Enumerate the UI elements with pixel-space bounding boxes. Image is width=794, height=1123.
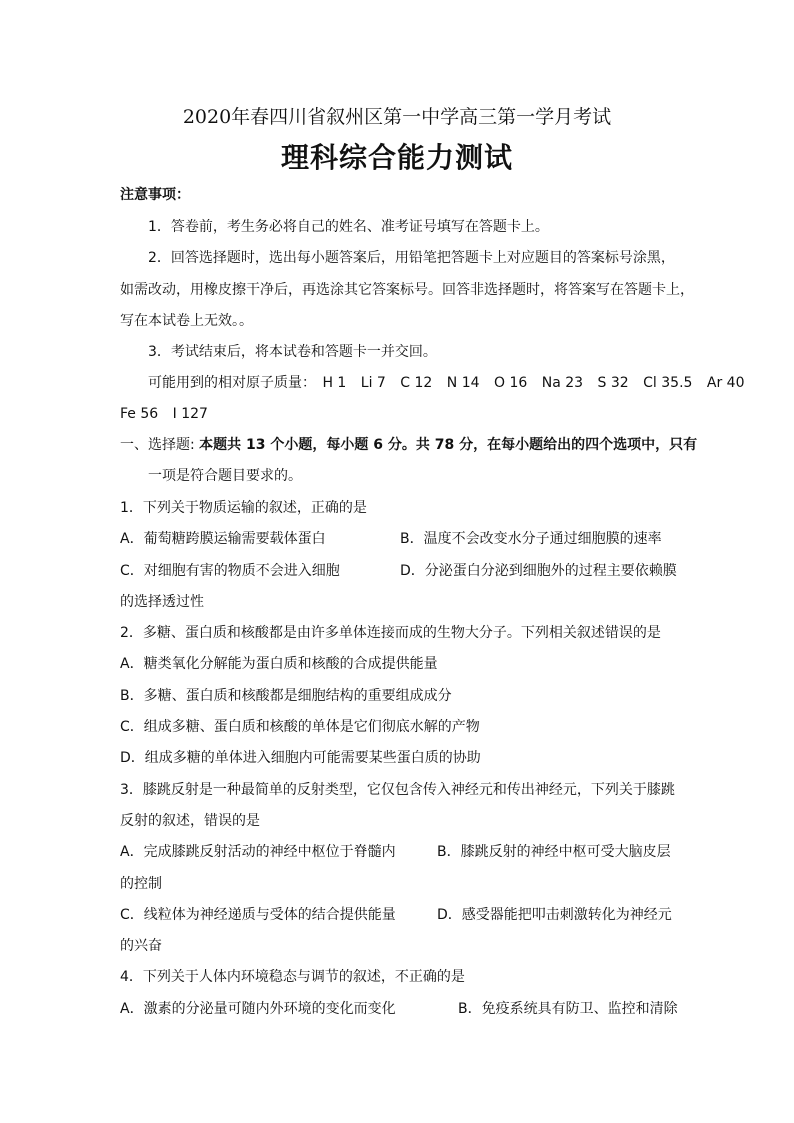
note-item-2-line-1: 2．回答选择题时，选出每小题答案后，用铅笔把答题卡上对应题目的答案标号涂黑， <box>148 250 675 266</box>
exam-title: 2020年春四川省叙州区第一中学高三第一学月考试 <box>182 106 612 128</box>
q3-option-d-cont: 的兴奋 <box>120 938 162 954</box>
q3-option-d: D．感受器能把叩击刺激转化为神经元 <box>437 907 672 923</box>
q2-option-c: C．组成多糖、蛋白质和核酸的单体是它们彻底水解的产物 <box>120 719 480 735</box>
q3-option-c: C．线粒体为神经递质与受体的结合提供能量 <box>120 907 396 923</box>
q3-option-b-cont: 的控制 <box>120 876 162 892</box>
note-item-3: 3．考试结束后，将本试卷和答题卡一并交回。 <box>148 344 437 360</box>
mass-na: Na 23 <box>541 375 584 391</box>
q4-stem: 4．下列关于人体内环境稳态与调节的叙述，不正确的是 <box>120 969 465 985</box>
q1-option-d: D．分泌蛋白分泌到细胞外的过程主要依赖膜 <box>400 563 677 579</box>
section-1-heading <box>120 436 697 454</box>
q4-option-b: B．免疫系统具有防卫、监控和清除 <box>458 1001 678 1017</box>
q2-option-b: B．多糖、蛋白质和核酸都是细胞结构的重要组成成分 <box>120 688 452 704</box>
mass-c: C 12 <box>400 375 433 391</box>
q3-stem-line-1: 3．膝跳反射是一种最简单的反射类型，它仅包含传入神经元和传出神经元，下列关于膝跳 <box>120 782 675 798</box>
notes-heading: 注意事项： <box>120 187 190 203</box>
q2-option-d: D．组成多糖的单体进入细胞内可能需要某些蛋白质的协助 <box>120 750 481 766</box>
q3-stem-line-2: 反射的叙述，错误的是 <box>120 813 260 829</box>
subject-title: 理科综合能力测试 <box>280 141 513 174</box>
mass-n: N 14 <box>446 375 480 391</box>
q4-option-a: A．激素的分泌量可随内外环境的变化而变化 <box>120 1001 396 1017</box>
atomic-masses-line-2 <box>120 405 218 423</box>
note-item-1: 1．答卷前，考生务必将自己的姓名、准考证号填写在答题卡上。 <box>148 219 549 235</box>
note-item-2-line-2: 如需改动，用橡皮擦干净后，再选涂其它答案标号。回答非选择题时，将答案写在答题卡上， <box>120 282 694 298</box>
mass-i: I 127 <box>172 406 208 422</box>
q3-option-b: B．膝跳反射的神经中枢可受大脑皮层 <box>437 844 671 860</box>
mass-o: O 16 <box>494 375 528 391</box>
q1-option-a: A．葡萄糖跨膜运输需要载体蛋白 <box>120 531 326 547</box>
q1-option-c: C．对细胞有害的物质不会进入细胞 <box>120 563 340 579</box>
mass-fe: Fe 56 <box>120 406 159 422</box>
section-1-instructions: 本题共 13 个小题，每小题 6 分。共 78 分，在每小题给出的四个选项中，只有 <box>199 437 698 453</box>
mass-cl: Cl 35.5 <box>643 375 693 391</box>
q2-stem: 2．多糖、蛋白质和核酸都是由许多单体连接而成的生物大分子。下列相关叙述错误的是 <box>120 625 661 641</box>
section-1-instructions-cont: 一项是符合题目要求的。 <box>148 468 302 484</box>
mass-ar: Ar 40 <box>706 375 745 391</box>
section-1-prefix: 一、选择题: <box>120 437 200 453</box>
q3-option-a: A．完成膝跳反射活动的神经中枢位于脊髓内 <box>120 844 396 860</box>
masses-label: 可能用到的相对原子质量： <box>148 375 316 391</box>
atomic-masses-line-1 <box>148 374 755 392</box>
mass-s: S 32 <box>597 375 629 391</box>
mass-li: Li 7 <box>360 375 386 391</box>
q2-option-a: A．糖类氧化分解能为蛋白质和核酸的合成提供能量 <box>120 656 438 672</box>
note-item-2-line-3: 写在本试卷上无效。。 <box>120 313 253 329</box>
q1-option-d-cont: 的选择透过性 <box>120 594 204 610</box>
mass-h: H 1 <box>322 375 347 391</box>
q1-option-b: B．温度不会改变水分子通过细胞膜的速率 <box>400 531 662 547</box>
q1-stem: 1．下列关于物质运输的叙述，正确的是 <box>120 500 367 516</box>
